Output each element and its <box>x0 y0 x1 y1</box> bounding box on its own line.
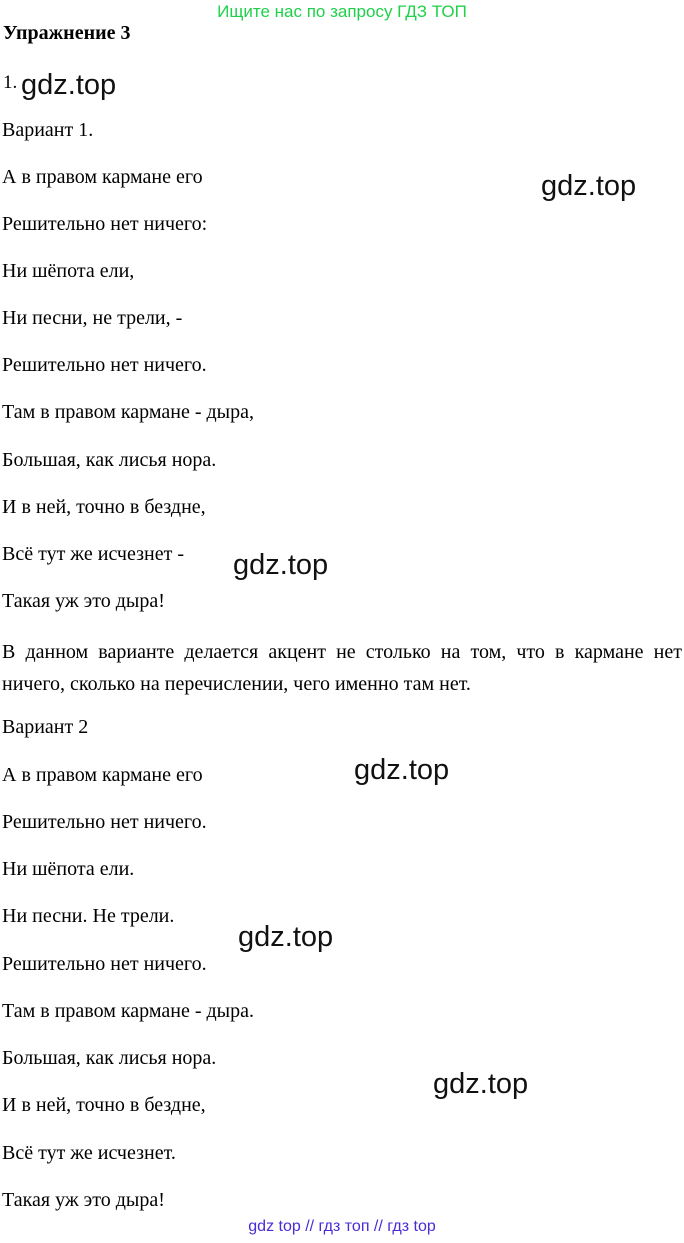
poem-line: Ни шёпота ели, <box>2 260 135 282</box>
watermark: gdz.top <box>354 754 450 786</box>
poem-line: Ни шёпота ели. <box>2 858 135 880</box>
poem-line: Большая, как лисья нора. <box>2 449 217 471</box>
poem-line: Ни песни, не трели, - <box>2 307 183 329</box>
poem-line: А в правом кармане его <box>2 764 203 786</box>
poem-line: Такая уж это дыра! <box>2 1189 165 1211</box>
poem-line: Всё тут же исчезнет. <box>2 1142 176 1164</box>
poem-line: Решительно нет ничего. <box>2 953 207 975</box>
watermark: gdz.top <box>433 1068 529 1100</box>
variant-1-heading: Вариант 1. <box>2 119 94 141</box>
watermark: gdz.top <box>238 921 334 953</box>
exercise-title: Упражнение 3 <box>3 22 131 44</box>
poem-line: Ни песни. Не трели. <box>2 905 175 927</box>
poem-line: Всё тут же исчезнет - <box>2 543 184 565</box>
poem-line: Решительно нет ничего. <box>2 811 207 833</box>
poem-line: И в ней, точно в бездне, <box>2 496 206 518</box>
watermark: gdz.top <box>233 549 329 581</box>
poem-line: И в ней, точно в бездне, <box>2 1094 206 1116</box>
poem-line: Такая уж это дыра! <box>2 590 165 612</box>
variant-2-heading: Вариант 2 <box>2 716 89 738</box>
poem-line: Там в правом кармане - дыра. <box>2 1000 254 1022</box>
bottom-banner[interactable]: gdz top // гдз топ // гдз top <box>248 1218 436 1235</box>
watermark: gdz.top <box>21 69 117 101</box>
poem-line: Там в правом кармане - дыра, <box>2 401 254 423</box>
poem-line: Решительно нет ничего. <box>2 354 207 376</box>
watermark: gdz.top <box>541 170 637 202</box>
task-number: 1. <box>3 72 18 93</box>
poem-line: Большая, как лисья нора. <box>2 1047 217 1069</box>
poem-line: А в правом кармане его <box>2 166 203 188</box>
top-banner[interactable]: Ищите нас по запросу ГДЗ ТОП <box>217 2 467 21</box>
variant-1-comment: В данном варианте делается акцент не столько на том, что в кармане нет ничего, сколько на перечислении, чего именно там нет. <box>2 641 682 695</box>
poem-line: Решительно нет ничего: <box>2 213 208 235</box>
